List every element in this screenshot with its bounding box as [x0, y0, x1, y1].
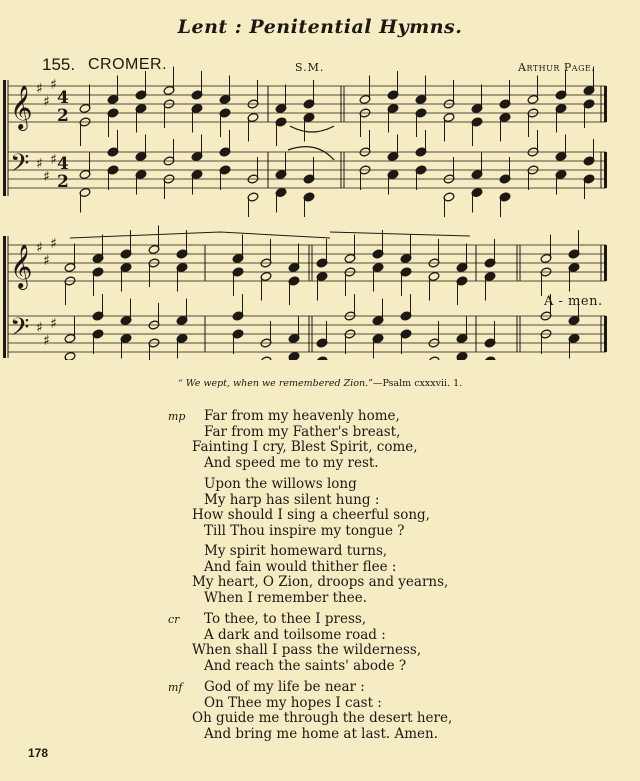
- verse-4-dynamic: cr: [168, 613, 180, 626]
- system-1-bass-key-sharp: ♯: [43, 169, 50, 185]
- system-2-treble-key-sharp: ♯: [43, 253, 50, 269]
- system-1-treble-key-sharp: ♯: [43, 94, 50, 110]
- system-2-treble-clef: 𝄞: [10, 244, 33, 288]
- page-title: Lent : Penitential Hymns.: [177, 16, 463, 38]
- bass-note-head: [260, 356, 272, 360]
- final-barline-thick: [604, 316, 607, 352]
- slur-treble: [290, 126, 334, 132]
- verse-1-line-1: Far from my heavenly home,: [204, 408, 400, 424]
- final-barline-thick: [604, 245, 607, 281]
- final-barline-thick: [604, 152, 607, 188]
- slur-bass: [288, 147, 334, 160]
- final-barline-thick: [604, 86, 607, 122]
- system-1-treble-time-lower: 2: [57, 106, 69, 126]
- verse-4-line-3: When shall I pass the wilderness,: [192, 642, 422, 659]
- system-2-bracket: [3, 236, 6, 358]
- diminuendo-hairpin: [330, 232, 470, 236]
- system-1-bass-key-sharp: ♯: [50, 152, 57, 168]
- verse-3-line-2: And fain would thither flee :: [204, 558, 397, 575]
- system-1-bass-time-upper: 4: [57, 154, 69, 174]
- system-1-treble-clef: 𝄞: [10, 85, 33, 129]
- composer: Arthur Page.: [518, 61, 596, 74]
- verse-2-line-2: My harp has silent hung :: [204, 491, 380, 508]
- system-1-treble-key-sharp: ♯: [36, 81, 43, 97]
- system-2-treble-key-sharp: ♯: [50, 236, 57, 252]
- system-1-bass-time-lower: 2: [57, 172, 69, 192]
- verse-1-line-3: Fainting I cry, Blest Spirit, come,: [192, 439, 418, 456]
- system-2-bass-clef: 𝄢: [10, 313, 30, 348]
- system-1-bass-clef: 𝄢: [10, 149, 30, 184]
- verse-3-line-3: My heart, O Zion, droops and yearns,: [192, 574, 449, 591]
- verse-2-line-1: Upon the willows long: [204, 476, 357, 492]
- verse-3-line-4: When I remember thee.: [204, 589, 367, 606]
- hymn-number: 155.: [42, 55, 76, 74]
- amen-lyric: A - men.: [544, 294, 603, 309]
- verse-5-line-2: On Thee my hopes I cast :: [204, 694, 382, 711]
- system-2-treble-key-sharp: ♯: [36, 240, 43, 256]
- verse-2-line-3: How should I sing a cheerful song,: [192, 507, 430, 524]
- verse-1-dynamic: mp: [168, 410, 186, 423]
- verse-2-line-4: Till Thou inspire my tongue ?: [204, 522, 405, 539]
- bass-note-head: [484, 356, 496, 360]
- verse-4-line-2: A dark and toilsome road :: [204, 626, 386, 643]
- page-number: 178: [28, 746, 49, 760]
- system-2-bass-key-sharp: ♯: [50, 316, 57, 332]
- verse-3-line-1: My spirit homeward turns,: [204, 543, 388, 559]
- epigraph-source: —Psalm cxxxvii. 1.: [372, 378, 463, 389]
- epigraph: [0, 378, 640, 389]
- bass-note-head: [428, 356, 440, 360]
- verse-4-line-4: And reach the saints' abode ?: [204, 657, 407, 674]
- system-1-bass-key-sharp: ♯: [36, 156, 43, 172]
- tune-name: CROMER.: [88, 56, 168, 73]
- system-1-treble-key-sharp: ♯: [50, 77, 57, 93]
- system-2-bass-key-sharp: ♯: [43, 333, 50, 349]
- verse-4-line-1: To thee, to thee I press,: [204, 611, 367, 627]
- bass-note-head: [316, 356, 328, 360]
- verse-5-line-3: Oh guide me through the desert here,: [192, 710, 453, 727]
- verse-1-line-4: And speed me to my rest.: [204, 454, 379, 471]
- verse-1-line-2: Far from my Father's breast,: [204, 423, 401, 440]
- meter: S.M.: [295, 61, 325, 74]
- verse-5-line-4: And bring me home at last. Amen.: [204, 725, 438, 742]
- system-2-bass-key-sharp: ♯: [36, 320, 43, 336]
- verse-5-line-1: God of my life be near :: [204, 679, 365, 695]
- epigraph-quote: “ We wept, when we remembered Zion.”: [177, 378, 373, 389]
- verse-5-dynamic: mf: [168, 681, 183, 694]
- system-1-treble-time-upper: 4: [57, 88, 69, 108]
- crescendo-hairpin: [70, 232, 330, 238]
- system-1-bracket: [3, 80, 6, 196]
